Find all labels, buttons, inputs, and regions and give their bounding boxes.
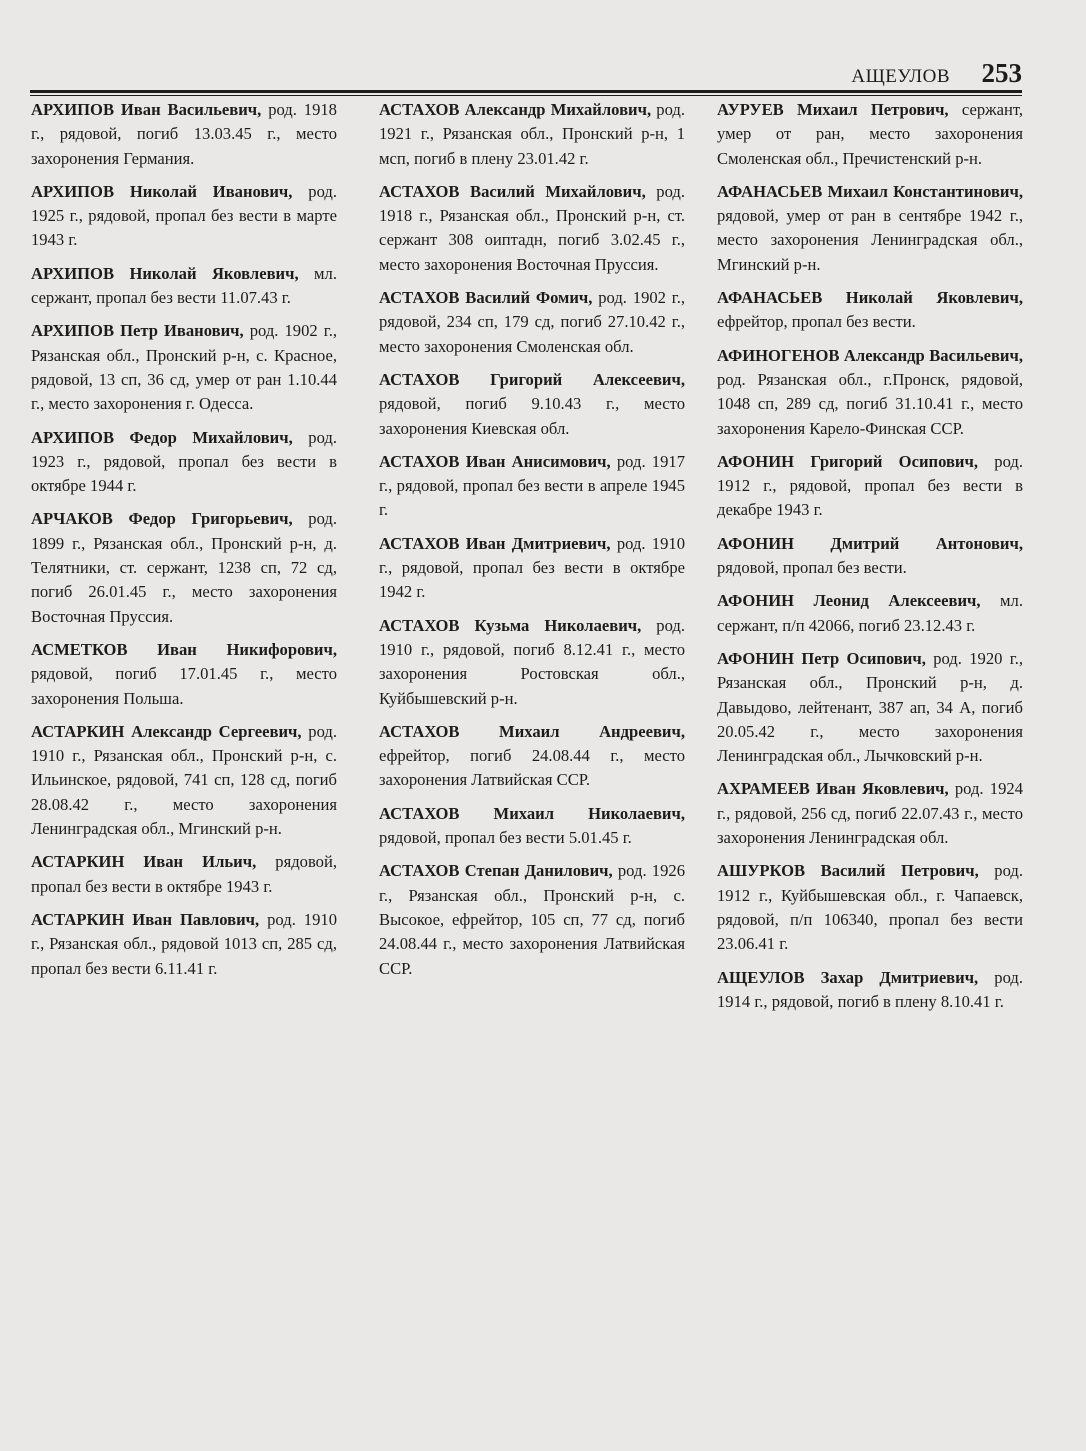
entry-name: АРХИПОВ Николай Иванович, — [31, 181, 293, 201]
entry — [31, 850, 337, 899]
entry-text: род. 1910 г., Рязанская обл., рядовой 1013 сп, 285 сд, пропал без вести 6.11.41 г. — [31, 909, 337, 978]
entry-text: мл. сержант, п/п 42066, погиб 23.12.43 г. — [717, 591, 1023, 635]
entry — [379, 368, 685, 441]
entry-text: рядовой, пропал без вести 5.01.45 г. — [379, 828, 632, 848]
entry-text: род. 1914 г., рядовой, погиб в плену 8.10.41 г. — [717, 967, 1023, 1011]
entry-text: рядовой, пропал без вести. — [717, 558, 907, 578]
entry-name: АРХИПОВ Николай Яковлевич, — [31, 263, 299, 283]
entry-name: АФОНИН Петр Осипович, — [717, 648, 926, 668]
page-header — [30, 58, 1022, 92]
entry-text: род. 1899 г., Рязанская обл., Пронский р-н, д. Телятники, ст. сержант, 1238 сп, 72 сд, погиб 26.01.45 г., место захоронения Восточная Пруссия. — [31, 509, 338, 626]
entry-text: сержант, умер от ран, место захоронения Смоленская обл., Пречистенский р-н. — [717, 100, 1023, 168]
entry — [717, 859, 1023, 956]
entry-name: АСТАРКИН Иван Ильич, — [31, 852, 257, 872]
entry — [31, 262, 337, 311]
entry-text: род. 1918 г., Рязанская обл., Пронский р-н, ст. сержант 308 оиптадн, погиб 3.02.45 г., место захоронения Восточная Пруссия. — [379, 181, 685, 274]
entry-text: ефрейтор, погиб 24.08.44 г., место захоронения Латвийская ССР. — [379, 746, 685, 790]
entry-name: АСТАХОВ Иван Дмитриевич, — [379, 533, 611, 553]
entry — [379, 286, 685, 359]
entry — [31, 638, 337, 711]
running-title: АЩЕУЛОВ — [851, 66, 950, 87]
entry-text: рядовой, умер от ран в сентябре 1942 г., место захоронения Ленинградская обл., Мгинский р-н. — [717, 206, 1023, 274]
entry-name: АСТАХОВ Михаил Николаевич, — [379, 803, 685, 823]
entry — [31, 908, 337, 981]
entry — [717, 180, 1023, 277]
page-number: 253 — [981, 58, 1022, 88]
entry-text: рядовой, погиб 9.10.43 г., место захоронения Киевская обл. — [379, 394, 685, 438]
entry-text: род. 1918 г., рядовой, погиб 13.03.45 г., место захоронения Германия. — [31, 100, 337, 168]
entry-text: род. 1923 г., рядовой, пропал без вести в октябре 1944 г. — [31, 427, 337, 496]
entry-text: род. 1924 г., рядовой, 256 сд, погиб 22.07.43 г., место захоронения Ленинградская обл. — [717, 779, 1023, 848]
entry-text: род. 1912 г., Куйбышевская обл., г. Чапаевск, рядовой, п/п 106340, пропал без вести 23.06.41 г. — [717, 861, 1024, 954]
entry — [31, 720, 337, 841]
entry-name: АЩЕУЛОВ Захар Дмитриевич, — [717, 967, 979, 987]
entry-text: рядовой, пропал без вести в октябре 1943 г. — [31, 852, 337, 896]
entry-text: рядовой, погиб 17.01.45 г., место захоронения Польша. — [31, 664, 337, 708]
entry-text: род. 1902 г., рядовой, 234 сп, 179 сд, погиб 27.10.42 г., место захоронения Смоленская обл. — [379, 288, 685, 356]
entry — [379, 532, 685, 605]
entry-name: АРХИПОВ Федор Михайлович, — [31, 427, 293, 447]
entry — [379, 614, 685, 711]
entry-name: АФАНАСЬЕВ Михаил Константинович, — [717, 181, 1023, 201]
entry — [717, 966, 1023, 1015]
entry-name: АУРУЕВ Михаил Петрович, — [717, 100, 949, 119]
entry-text: род. 1902 г., Рязанская обл., Пронский р-н, с. Красное, рядовой, 13 сп, 36 сд, умер от ран 1.10.44 г., место захоронения г. Одесса. — [31, 321, 337, 414]
entry — [717, 344, 1023, 441]
entry-name: АРЧАКОВ Федор Григорьевич, — [31, 509, 293, 529]
entry-name: АСТАХОВ Степан Данилович, — [379, 861, 613, 881]
header-rule-thick — [30, 90, 1022, 93]
entry-name: АФИНОГЕНОВ Александр Васильевич, — [717, 345, 1023, 365]
entry — [717, 647, 1023, 768]
entry — [31, 180, 337, 253]
entry-name: АСТАРКИН Иван Павлович, — [31, 909, 260, 929]
entry-text: род. 1926 г., Рязанская обл., Пронский р-н, с. Высокое, ефрейтор, 105 сп, 77 сд, погиб 24.08.44 г., место захоронения Латвийская ССР. — [379, 861, 685, 978]
entry-text: род. Рязанская обл., г.Пронск, рядовой, 1048 сп, 289 сд, погиб 31.10.41 г., место захоронения Карело-Финская ССР. — [717, 369, 1023, 438]
entry-name: АРХИПОВ Иван Васильевич, — [31, 100, 262, 119]
entry — [379, 720, 685, 793]
entry — [31, 426, 337, 499]
entry-text: род. 1910 г., Рязанская обл., Пронский р-н, с. Ильинское, рядовой, 741 сп, 128 сд, погиб 28.08.42 г., место захоронения Ленинградская обл., Мгинский р-н. — [31, 721, 337, 839]
entry-text: род. 1910 г., рядовой, пропал без вести в октябре 1942 г. — [379, 533, 685, 602]
entry-name: АХРАМЕЕВ Иван Яковлевич, — [717, 779, 949, 799]
entry-name: АСМЕТКОВ Иван Никифорович, — [31, 639, 337, 659]
entry — [717, 589, 1023, 638]
entry — [717, 98, 1023, 171]
column-3 — [717, 98, 1023, 1023]
entry-name: АСТАРКИН Александр Сергеевич, — [31, 721, 302, 741]
entry-name: АСТАХОВ Александр Михайлович, — [379, 100, 652, 119]
entry-name: АСТАХОВ Григорий Алексеевич, — [379, 369, 685, 389]
entry-name: АФОНИН Григорий Осипович, — [717, 451, 978, 471]
entry-name: АСТАХОВ Иван Анисимович, — [379, 451, 611, 471]
entry-name: АРХИПОВ Петр Иванович, — [31, 321, 244, 341]
entry — [379, 859, 685, 980]
entry — [31, 507, 337, 628]
entry-text: род. 1910 г., рядовой, погиб 8.12.41 г., место захоронения Ростовская обл., Куйбышевский р-н. — [379, 615, 685, 708]
entry-name: АСТАХОВ Кузьма Николаевич, — [379, 615, 642, 635]
entry-text: ефрейтор, пропал без вести. — [717, 312, 916, 332]
column-1 — [31, 98, 337, 990]
entry — [379, 180, 685, 277]
entry — [379, 450, 685, 523]
entry-name: АФАНАСЬЕВ Николай Яковлевич, — [717, 288, 1023, 308]
entry — [717, 532, 1023, 581]
entry-text: род. 1920 г., Рязанская обл., Пронский р-н, д. Давыдово, лейтенант, 387 ап, 34 А, погиб 20.05.42 г., место захоронения Ленинградская обл., Лычковский р-н. — [717, 648, 1023, 766]
entry — [717, 286, 1023, 335]
entry-name: АСТАХОВ Михаил Андреевич, — [379, 721, 685, 741]
column-2 — [379, 98, 685, 990]
entry-name: АШУРКОВ Василий Петрович, — [717, 861, 979, 881]
entry-text: мл. сержант, пропал без вести 11.07.43 г. — [31, 263, 337, 308]
entry — [717, 777, 1023, 850]
entry-name: АСТАХОВ Василий Михайлович, — [379, 181, 646, 201]
entry — [31, 98, 337, 171]
header-rule-thin — [30, 95, 1022, 96]
entry-text: род. 1925 г., рядовой, пропал без вести в марте 1943 г. — [31, 181, 338, 250]
entry-text: род. 1917 г., рядовой, пропал без вести в апреле 1945 г. — [379, 451, 685, 520]
entry-name: АФОНИН Дмитрий Антонович, — [717, 533, 1023, 553]
entry — [31, 319, 337, 416]
entry — [379, 98, 685, 171]
entry — [379, 802, 685, 851]
entry-text: род. 1921 г., Рязанская обл., Пронский р-н, 1 мсп, погиб в плену 23.01.42 г. — [379, 100, 686, 168]
entry-name: АФОНИН Леонид Алексеевич, — [717, 591, 981, 611]
entry-name: АСТАХОВ Василий Фомич, — [379, 288, 593, 308]
entry-text: род. 1912 г., рядовой, пропал без вести в декабре 1943 г. — [717, 451, 1024, 520]
entry — [717, 450, 1023, 523]
